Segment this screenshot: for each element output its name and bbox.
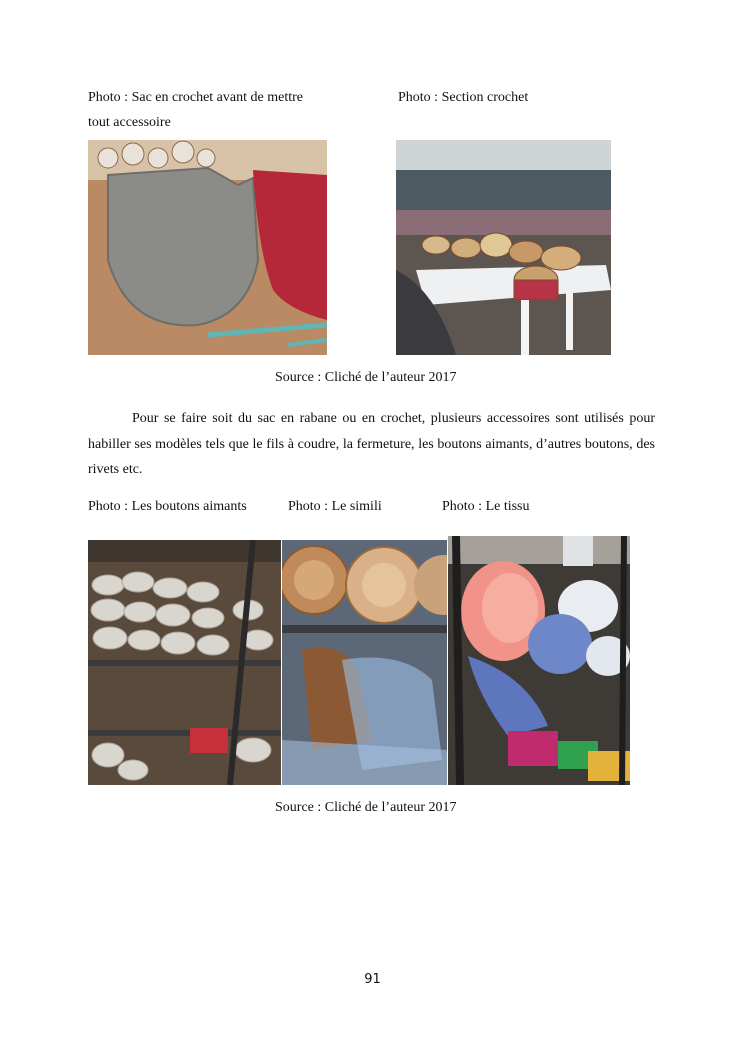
caption-magnetic-buttons: Photo : Les boutons aimants <box>88 499 247 514</box>
body-paragraph: Pour se faire soit du sac en rabane ou en crochet, plusieurs accessoires sont utilisés pour habiller ses modèles tels que le fils à coudre, la fermeture, les boutons aimants, d’autres boutons, des rivets etc. <box>88 411 655 477</box>
source-caption-1: Source : Cliché de l’auteur 2017 <box>275 370 457 385</box>
photo-fabric <box>448 536 630 785</box>
caption-crochet-bag-line2: tout accessoire <box>88 115 171 130</box>
caption-crochet-section: Photo : Section crochet <box>398 90 529 105</box>
source-caption-2: Source : Cliché de l’auteur 2017 <box>275 800 457 815</box>
caption-fabric: Photo : Le tissu <box>442 499 530 514</box>
caption-crochet-bag-line1: Photo : Sac en crochet avant de mettre <box>88 90 303 105</box>
page-number: 91 <box>364 972 381 987</box>
photo-crochet-section <box>396 140 611 355</box>
photo-crochet-bag <box>88 140 327 355</box>
photo-simili <box>282 540 447 785</box>
caption-simili: Photo : Le simili <box>288 499 382 514</box>
photo-magnetic-buttons <box>88 540 281 785</box>
